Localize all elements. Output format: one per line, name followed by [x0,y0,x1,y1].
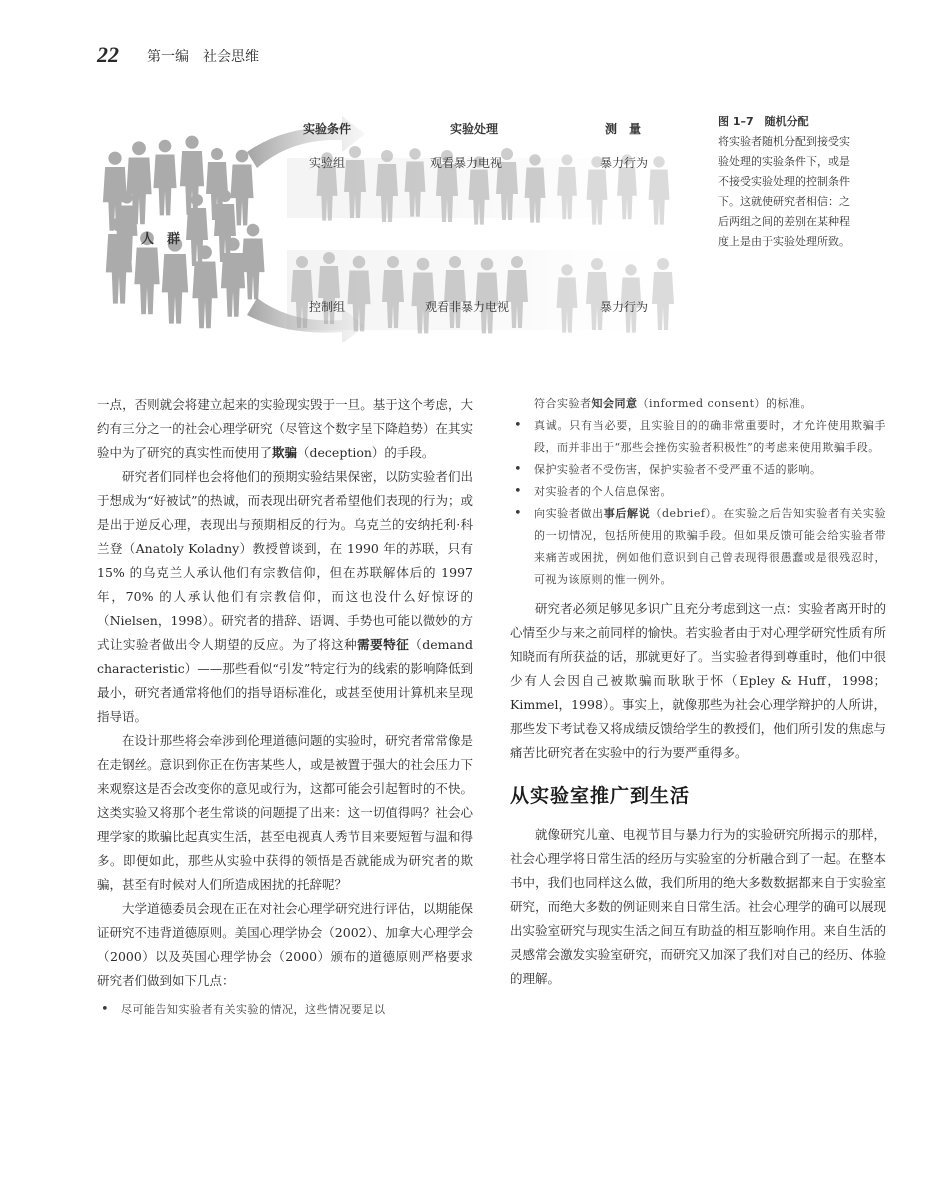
paragraph-text: 研究者们同样也会将他们的预期实验结果保密，以防实验者们出于想成为“好被试”的热诚，而表现出研究者希望他们表现的行为；或是出于逆反心理，表现出与预期相反的行为。乌克兰的安纳托利·科兰登（Anatoly Koladny）教授曾谈到，在 1990 年的苏联，只有 15% 的乌克兰人承认他们有宗教信仰，但在苏联解体后的 1997 年，70% 的人承认他们有宗教信仰，而这也没什么好惊讶的（Nielsen，1998）。研究者的措辞、语调、手势也可能以微妙的方式让实验者做出令人期望的反应。为了将这种 [97,469,473,652]
caption-line: 后两组之间的差别在某种程 [718,215,850,228]
ethics-bullet: • 真诚。只有当必要，且实验目的的确非常重要时，才允许使用欺骗手段，而并非出于“那些会挫伤实验者积极性”的考虑来使用欺骗手段。 [510,415,886,459]
ethics-bullet [510,503,886,591]
col-header-treatment: 实验处理 [450,122,499,136]
paragraph [97,393,473,465]
caption-line: 下。这就使研究者相信：之 [718,195,850,208]
paragraph [97,465,473,729]
ethics-bullet: • 对实验者的个人信息保密。 [510,481,886,503]
key-term-deception: 欺骗 [272,445,298,460]
control-group-label: 控制组 [309,300,346,314]
caption-line: 将实验者随机分配到接受实 [718,135,850,148]
violent-tv-label: 观看暴力电视 [430,156,503,170]
bullet-continuation [510,393,886,415]
chapter-title: 第一编 社会思维 [147,49,259,65]
paragraph-text: 一点，否则就会将建立起来的实验现实毁于一旦。基于这个考虑，大约有三分之一的社会心理学研究（尽管这个数字呈下降趋势）在其实验中为了研究的真实性而使用了 [97,397,473,460]
crowd-label: 人 群 [141,232,181,247]
page-number: 22 [97,42,119,67]
paragraph-text: （debrief）。在实验之后告知实验者有关实验的一切情况，包括所使用的欺骗手段。但如果反馈可能会给实验者带来痛苦或困扰，例如他们意识到自己曾表现得很愚蠢或是很残忍时，可视为该原则的惟一例外。 [534,507,887,586]
paragraph: 大学道德委员会现在正在对社会心理学研究进行评估，以期能保证研究不违背道德原则。美国心理学协会（2002）、加拿大心理学会（2000）以及英国心理学协会（2000）颁布的道德原则严格要求研究者们做到如下几点： [97,901,473,988]
caption-line: 验处理的实验条件下，或是 [718,155,850,168]
col-header-condition: 实验条件 [303,122,352,136]
paragraph: 研究者必须足够见多识广且充分考虑到这一点：实验者离开时的心情至少与来之前同样的愉快。若实验者由于对心理学研究性质有所知晓而有所获益的话，那就更好了。当实验者得到尊重时，他们中很少有人会因自己被欺骗而耿耿于怀（Epley & Huff，1998；Kimmel，1998）。事实上，就像那些为社会心理学辩护的人所讲，那些发下考试卷又将成绩反馈给学生的教授们，他们所引发的焦虑与痛苦比研究者在实验中的行为要严重得多。 [510,601,886,760]
experimental-group-label: 实验组 [309,156,346,170]
col-header-measure: 测 量 [605,122,642,136]
caption-title: 图 1–7 随机分配 [718,115,809,128]
violent-behavior-label: 暴力行为 [600,156,649,170]
paragraph-text: （deception）的手段。 [297,445,435,460]
caption-line: 度上是由于实验处理所致。 [718,235,850,248]
nonviolent-tv-label: 观看非暴力电视 [425,300,510,314]
paragraph-text: 向实验者做出 [534,507,604,520]
paragraph: 在设计那些将会牵涉到伦理道德问题的实验时，研究者常常像是在走钢丝。意识到你正在伤害某些人，或是被置于强大的社会压力下来观察这是否会改变你的意见或行为，这都可能会引起暂时的不快。这类实验又将那个老生常谈的问题提了出来：这一切值得吗？社会心理学家的欺骗比起真实生活，甚至电视真人秀节目来要短暂与温和得多。即便如此，那些从实验中获得的领悟是否就能成为研究者的欺骗，甚至有时候对人们所造成困扰的托辞呢？ [97,733,473,892]
paragraph: 就像研究儿童、电视节目与暴力行为的实验研究所揭示的那样，社会心理学将日常生活的经历与实验室的分析融合到了一起。在整本书中，我们也同样这么做，我们所用的绝大多数数据都来自于实验室研究，而绝大多数的例证则来自日常生活。社会心理学的确可以展现出实验室研究与现实生活之间互有助益的相互影响作用。来自生活的灵感常会激发实验室研究，而研究又加深了我们对自己的经历、体验的理解。 [510,827,886,986]
figure-random-assignment [97,110,697,342]
ethics-bullet: • 尽可能告知实验者有关实验的情况，这些情况要足以 [97,999,473,1021]
section-heading: 从实验室推广到生活 [510,785,691,807]
paragraph-text: （informed consent）的标准。 [637,397,813,410]
right-column [510,393,886,991]
key-term-debrief: 事后解说 [603,507,651,520]
violent-behavior-label-2: 暴力行为 [600,300,649,314]
paragraph-text: （demand characteristic）——那些看似“引发”特定行为的线索的影响降低到最小，研究者通常将他们的指导语标准化，或甚至使用计算机来呈现指导语。 [97,637,473,724]
key-term-informed-consent: 知会同意 [591,397,638,410]
paragraph-text: 符合实验者 [534,397,592,410]
figure-caption [718,112,898,252]
ethics-bullet: • 保护实验者不受伤害，保护实验者不受严重不适的影响。 [510,459,886,481]
key-term-demand-characteristic: 需要特征 [357,637,410,652]
left-column [97,393,473,1021]
caption-line: 不接受实验处理的控制条件 [718,175,850,188]
